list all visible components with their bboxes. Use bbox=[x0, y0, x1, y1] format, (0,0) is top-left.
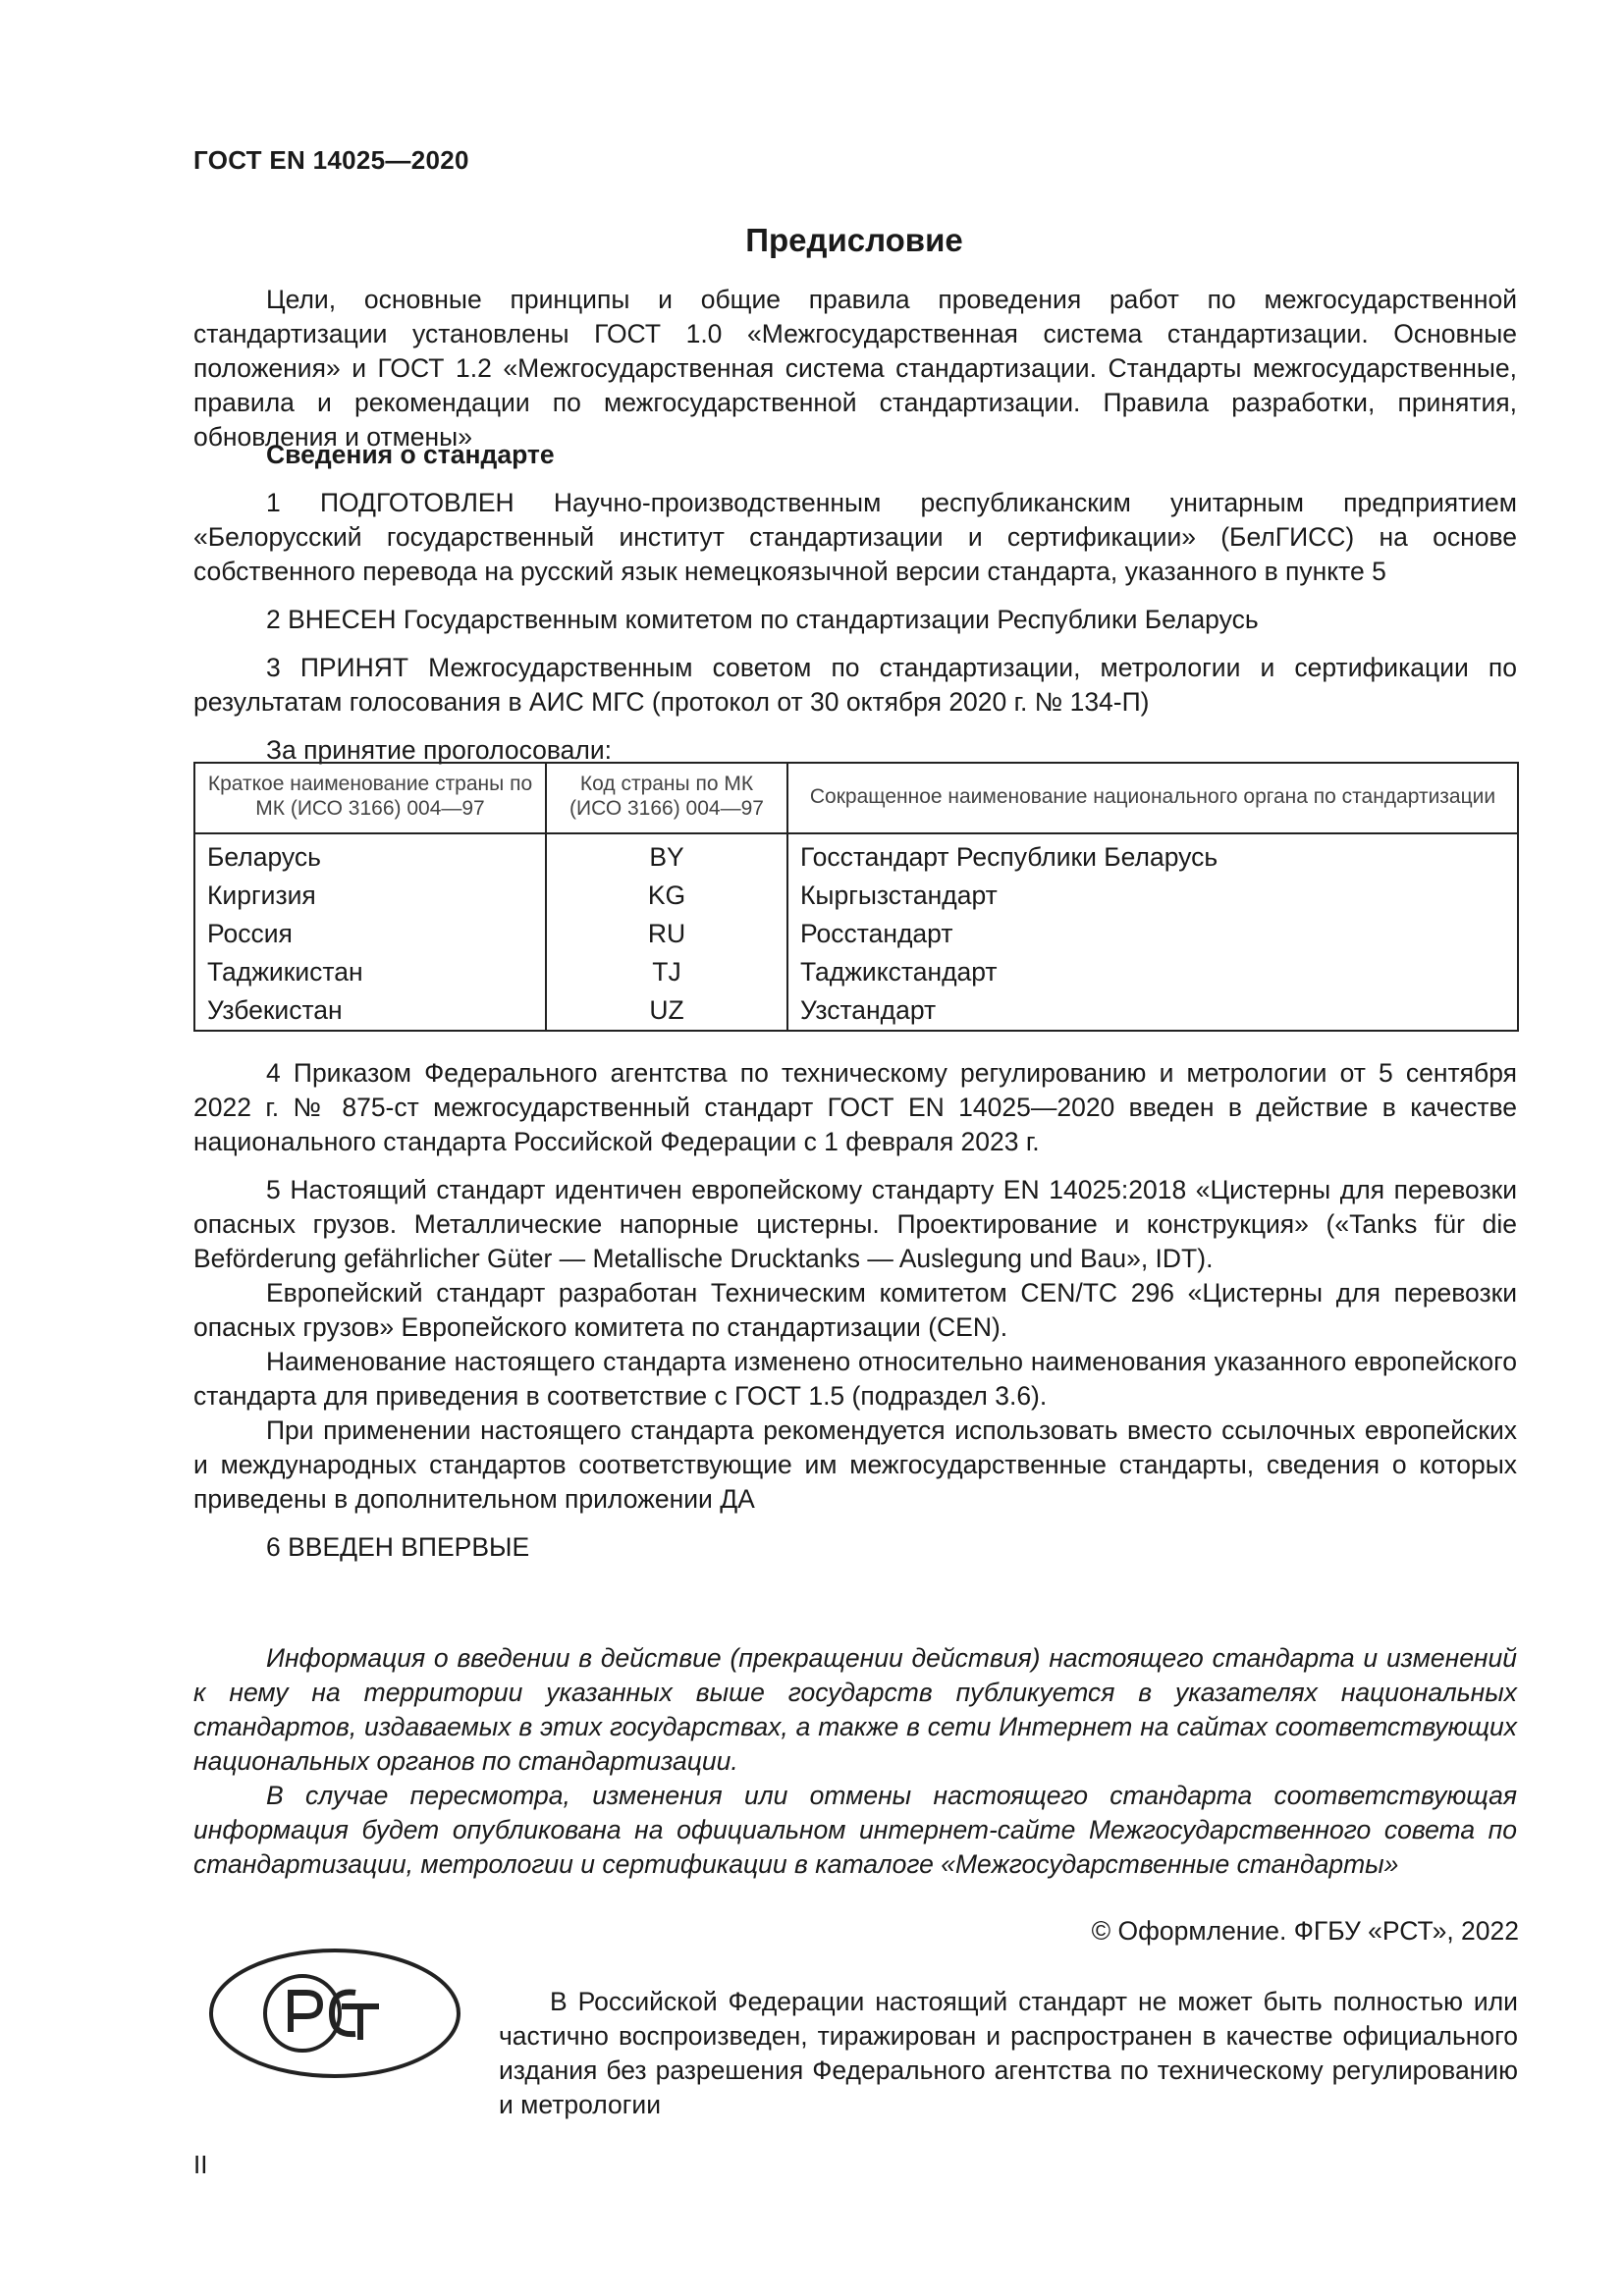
italic-note-revision: В случае пересмотра, изменения или отмены настоящего стандарта соответствующая информация будет опубликована на официальном интернет-сайте Межгосударственного совета по стандартизации, метрологии и сертификации в каталоге «Межгосударственные стандарты» bbox=[193, 1781, 1517, 1879]
vote-label: За принятие проголосовали: bbox=[266, 735, 613, 765]
country-name: Россия bbox=[194, 915, 546, 953]
header-national-body: Сокращенное наименование национального органа по стандартизации bbox=[787, 763, 1518, 833]
item-3: 3 ПРИНЯТ Межгосударственным советом по стандартизации, метрологии и сертификации по результатам голосования в АИС МГС (протокол от 30 октября 2020 г. № 134-П) bbox=[193, 653, 1517, 717]
national-body: Госстандарт Республики Беларусь bbox=[787, 833, 1518, 877]
country-name: Таджикистан bbox=[194, 953, 546, 991]
country-name: Узбекистан bbox=[194, 991, 546, 1031]
country-code: KG bbox=[546, 877, 787, 915]
page-number: II bbox=[193, 2150, 208, 2179]
copyright-line: © Оформление. ФГБУ «РСТ», 2022 bbox=[1091, 1916, 1519, 1946]
table-row bbox=[194, 833, 1518, 877]
rst-logo bbox=[206, 1946, 463, 2081]
standard-info-block bbox=[193, 438, 1517, 768]
header-country-code: Код страны по МК (ИСО 3166) 004—97 bbox=[546, 763, 787, 833]
country-name: Беларусь bbox=[194, 833, 546, 877]
country-code: UZ bbox=[546, 991, 787, 1031]
table-row bbox=[194, 991, 1518, 1031]
items-lower-block bbox=[193, 1056, 1517, 1565]
standard-code-header: ГОСТ EN 14025—2020 bbox=[193, 145, 469, 175]
table-row bbox=[194, 915, 1518, 953]
table-row bbox=[194, 953, 1518, 991]
national-body: Таджикстандарт bbox=[787, 953, 1518, 991]
item-5-european-committee: Европейский стандарт разработан Техническим комитетом CEN/TC 296 «Цистерны для перевозки опасных грузов» Европейского комитета по стандартизации (CEN). bbox=[193, 1278, 1517, 1342]
item-5-title-change: Наименование настоящего стандарта изменено относительно наименования указанного европейского стандарта для приведения в соответствие с ГОСТ 1.5 (подраздел 3.6). bbox=[193, 1347, 1517, 1411]
item-5-references: При применении настоящего стандарта рекомендуется использовать вместо ссылочных европейских и международных стандартов соответствующие им межгосударственные стандарты, сведения о которых приведены в дополнительном приложении ДА bbox=[193, 1415, 1517, 1514]
national-body: Кыргызстандарт bbox=[787, 877, 1518, 915]
table-header-row bbox=[194, 763, 1518, 833]
country-code: BY bbox=[546, 833, 787, 877]
copyright-notice: В Российской Федерации настоящий стандарт не может быть полностью или частично воспроизведен, тиражирован и распространен в качестве официального издания без разрешения Федерального агентства по техническому регулированию и метрологии bbox=[499, 1987, 1518, 2119]
intro-block bbox=[193, 283, 1517, 454]
country-name: Киргизия bbox=[194, 877, 546, 915]
item-1: 1 ПОДГОТОВЛЕН Научно-производственным республиканским унитарным предприятием «Белорусский государственный институт стандартизации и сертификации» (БелГИСС) на основе собственного перевода на русский язык немецкоязычной версии стандарта, указанного в пункте 5 bbox=[193, 488, 1517, 586]
item-2: 2 ВНЕСЕН Государственным комитетом по стандартизации Республики Беларусь bbox=[266, 605, 1259, 634]
header-country-name: Краткое наименование страны по МК (ИСО 3166) 004—97 bbox=[194, 763, 546, 833]
national-body: Росстандарт bbox=[787, 915, 1518, 953]
national-body: Узстандарт bbox=[787, 991, 1518, 1031]
table-row bbox=[194, 877, 1518, 915]
item-4: 4 Приказом Федерального агентства по техническому регулированию и метрологии от 5 сентября 2022 г. № 875-ст межгосударственный стандарт ГОСТ EN 14025—2020 введен в действие в качестве национального стандарта Российской Федерации с 1 февраля 2023 г. bbox=[193, 1058, 1517, 1156]
intro-paragraph: Цели, основные принципы и общие правила проведения работ по межгосударственной стандартизации установлены ГОСТ 1.0 «Межгосударственная система стандартизации. Основные положения» и ГОСТ 1.2 «Межгосударственная система стандартизации. Стандарты межгосударственные, правила и рекомендации по межгосударственной стандартизации. Правила разработки, принятия, обновления и отмены» bbox=[193, 285, 1517, 452]
country-code: RU bbox=[546, 915, 787, 953]
page-title: Предисловие bbox=[745, 222, 963, 258]
info-heading: Сведения о стандарте bbox=[266, 440, 555, 469]
voting-table bbox=[193, 762, 1519, 1032]
italic-notes-block bbox=[193, 1641, 1517, 1882]
item-5: 5 Настоящий стандарт идентичен европейскому стандарту EN 14025:2018 «Цистерны для перевозки опасных грузов. Металлические напорные цистерны. Проектирование и конструкция» («Tanks für die Beförderung gefährlicher Güter — Metallische Drucktanks — Auslegung und Bau», IDT). bbox=[193, 1175, 1517, 1273]
country-code: TJ bbox=[546, 953, 787, 991]
item-6: 6 ВВЕДЕН ВПЕРВЫЕ bbox=[266, 1532, 530, 1562]
italic-note-info: Информация о введении в действие (прекращении действия) настоящего стандарта и изменений к нему на территории указанных выше государств публикуется в указателях национальных стандартов, издаваемых в этих государствах, а также в сети Интернет на сайтах соответствующих национальных органов по стандартизации. bbox=[193, 1643, 1517, 1776]
